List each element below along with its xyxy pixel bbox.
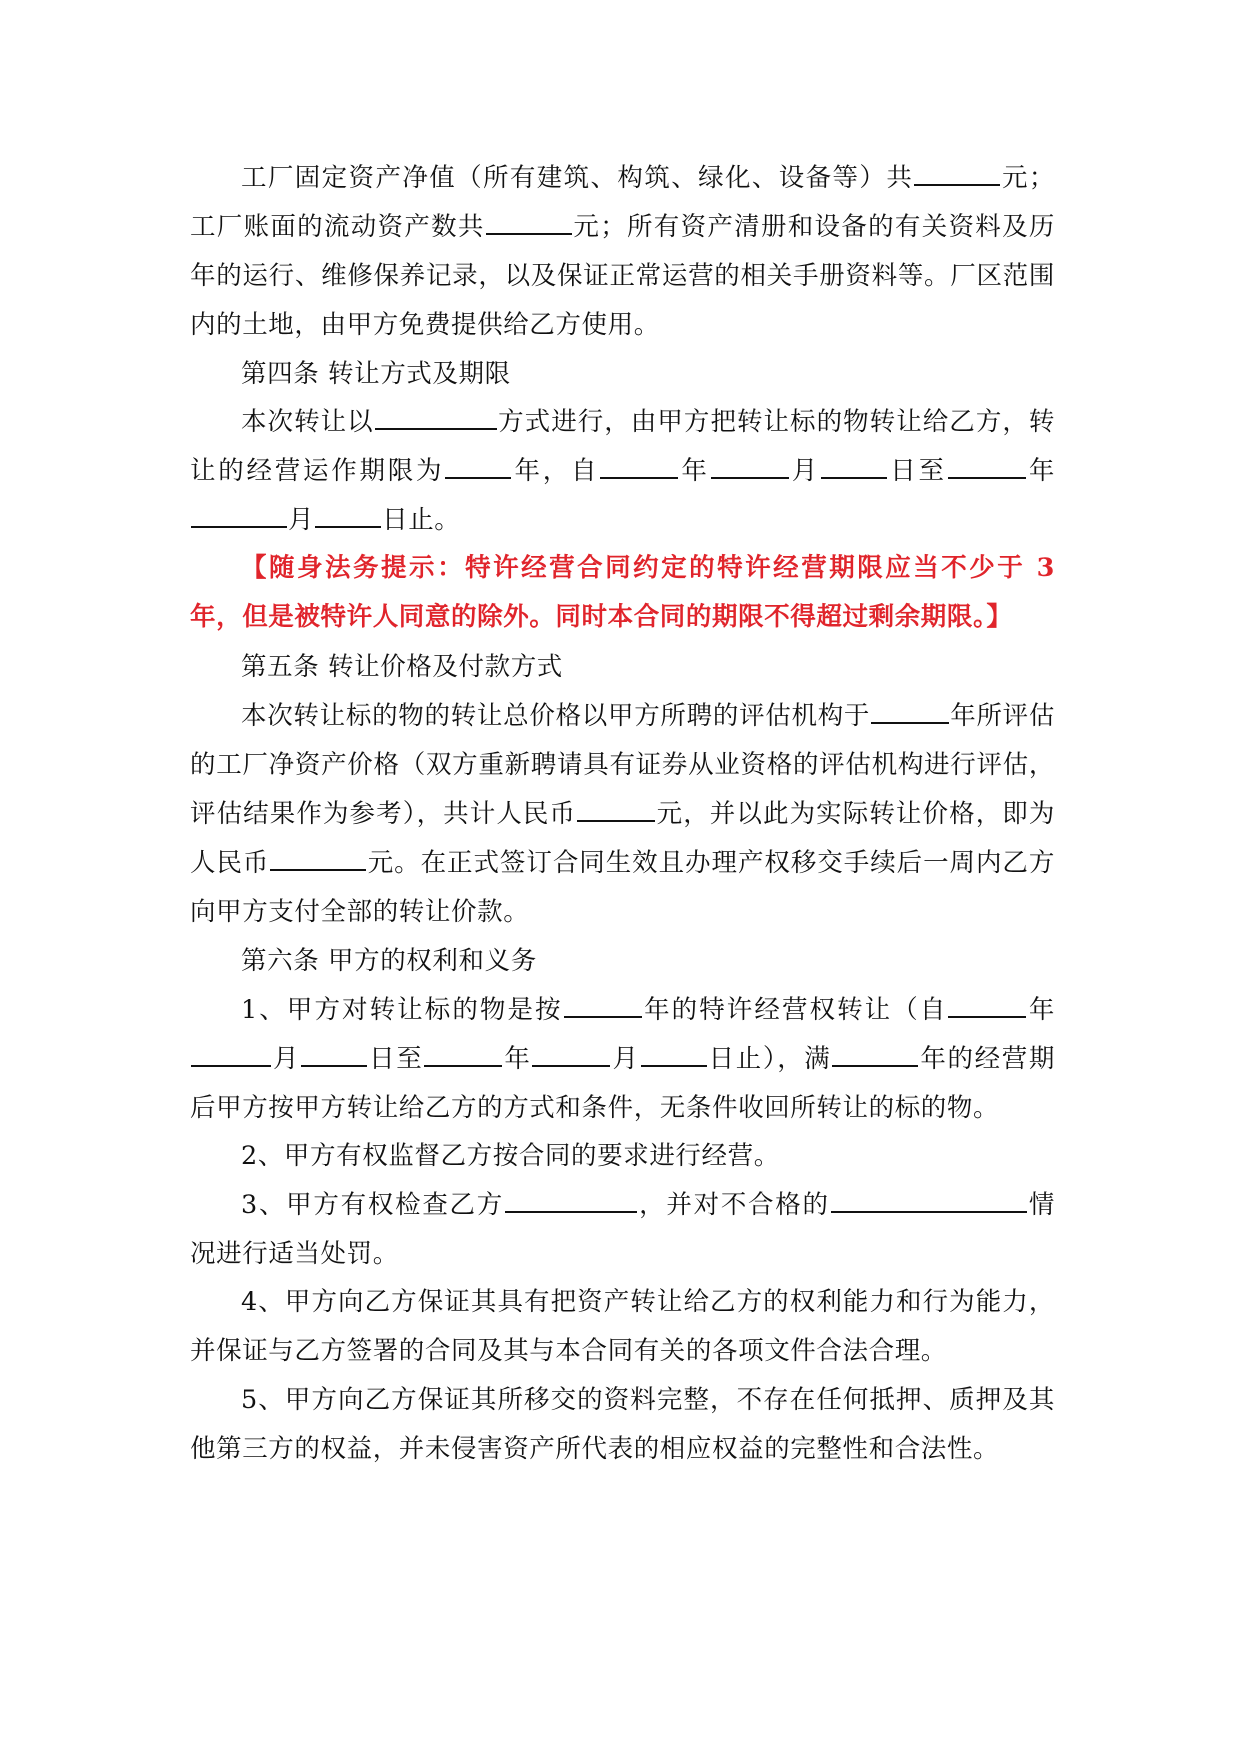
blank-field[interactable] <box>821 453 887 479</box>
blank-field[interactable] <box>191 1041 271 1067</box>
blank-field[interactable] <box>831 1187 1027 1213</box>
article-6-item-2: 2、甲方有权监督乙方按合同的要求进行经营。 <box>241 1141 780 1171</box>
blank-field[interactable] <box>948 453 1026 479</box>
article-6-heading: 第六条 甲方的权利和义务 <box>241 946 537 976</box>
text-segment: 年的特许经营权转让（自 <box>642 995 948 1025</box>
text-segment: 月 <box>789 456 821 486</box>
blank-field[interactable] <box>711 453 789 479</box>
text-segment: 月 <box>272 1044 301 1074</box>
text-segment: 情况进行适当处罚。 <box>190 1190 1055 1269</box>
text-segment: 日止），满 <box>707 1044 832 1074</box>
text-segment: 1、甲方对转让标的物是按 <box>241 995 563 1025</box>
text-segment: 年，自 <box>512 456 600 486</box>
blank-field[interactable] <box>914 160 1000 186</box>
text-segment: 年所评估的工厂净资产价格（双方重新聘请具有证券从业资格的评估机构进行评估，评估结果作为参考），共计人民币 <box>190 701 1055 829</box>
blank-field[interactable] <box>600 453 678 479</box>
text-segment: 日至 <box>368 1044 424 1074</box>
article-6-item-4: 4、甲方向乙方保证其具有把资产转让给乙方的权利能力和行为能力，并保证与乙方签署的合同及其与本合同有关的各项文件合法合理。 <box>190 1287 1055 1366</box>
blank-field[interactable] <box>577 796 655 822</box>
blank-field[interactable] <box>832 1041 918 1067</box>
blank-field[interactable] <box>871 698 949 724</box>
blank-field[interactable] <box>445 453 511 479</box>
article-5-heading: 第五条 转让价格及付款方式 <box>241 652 563 682</box>
text-segment: 元；工厂账面的流动资产数共 <box>190 163 1055 242</box>
blank-field[interactable] <box>270 845 366 871</box>
text-segment: 元，并以此为实际转让价格，即为人民币 <box>190 799 1055 878</box>
text-segment: 年 <box>679 456 710 486</box>
text-segment: 元；所有资产清册和设备的有关资料及历年的运行、维修保养记录，以及保证正常运营的相关手册资料等。厂区范围内的土地，由甲方免费提供给乙方使用。 <box>190 212 1055 340</box>
text-segment: 年 <box>503 1044 532 1074</box>
blank-field[interactable] <box>505 1187 637 1213</box>
text-segment: 3、甲方有权检查乙方 <box>241 1190 505 1220</box>
text-segment: 月 <box>611 1044 640 1074</box>
article-6-item-5: 5、甲方向乙方保证其所移交的资料完整，不存在任何抵押、质押及其他第三方的权益，并未侵害资产所代表的相应权益的完整性和合法性。 <box>190 1385 1055 1464</box>
blank-field[interactable] <box>301 1041 367 1067</box>
article-6-item-3 <box>190 1181 1055 1279</box>
text-segment: 日至 <box>888 456 947 486</box>
article-4-body <box>190 398 1055 545</box>
text-segment: 本次转让以 <box>241 407 374 437</box>
text-segment: ，并对不合格的 <box>638 1190 830 1220</box>
blank-field[interactable] <box>486 209 572 235</box>
blank-field[interactable] <box>191 502 287 528</box>
text-segment: 工厂固定资产净值（所有建筑、构筑、绿化、设备等）共 <box>241 163 914 193</box>
text-segment: 日止。 <box>382 505 461 535</box>
text-segment: 元。在正式签订合同生效且办理产权移交手续后一周内乙方向甲方支付全部的转让价款。 <box>190 848 1055 927</box>
blank-field[interactable] <box>948 992 1026 1018</box>
text-segment: 月 <box>288 505 315 535</box>
blank-field[interactable] <box>564 992 642 1018</box>
blank-field[interactable] <box>424 1041 502 1067</box>
article-6-item-1 <box>190 986 1055 1133</box>
blank-field[interactable] <box>641 1041 707 1067</box>
text-segment: 年 <box>1027 995 1055 1025</box>
text-segment: 方式进行，由甲方把转让标的物转让给乙方，转让的经营运作期限为 <box>190 407 1055 486</box>
text-segment: 年的经营期后甲方按甲方转让给乙方的方式和条件，无条件收回所转让的标的物。 <box>190 1044 1055 1123</box>
asset-paragraph <box>190 154 1055 350</box>
legal-tip: 【随身法务提示：特许经营合同约定的特许经营期限应当不少于 3 年，但是被特许人同意的除外。同时本合同的期限不得超过剩余期限。】 <box>190 553 1055 632</box>
text-segment: 本次转让标的物的转让总价格以甲方所聘的评估机构于 <box>241 701 871 731</box>
blank-field[interactable] <box>532 1041 610 1067</box>
article-5-body <box>190 692 1055 937</box>
text-segment: 年 <box>1026 456 1055 486</box>
blank-field[interactable] <box>315 502 381 528</box>
blank-field[interactable] <box>375 404 497 430</box>
article-4-heading: 第四条 转让方式及期限 <box>241 359 511 389</box>
